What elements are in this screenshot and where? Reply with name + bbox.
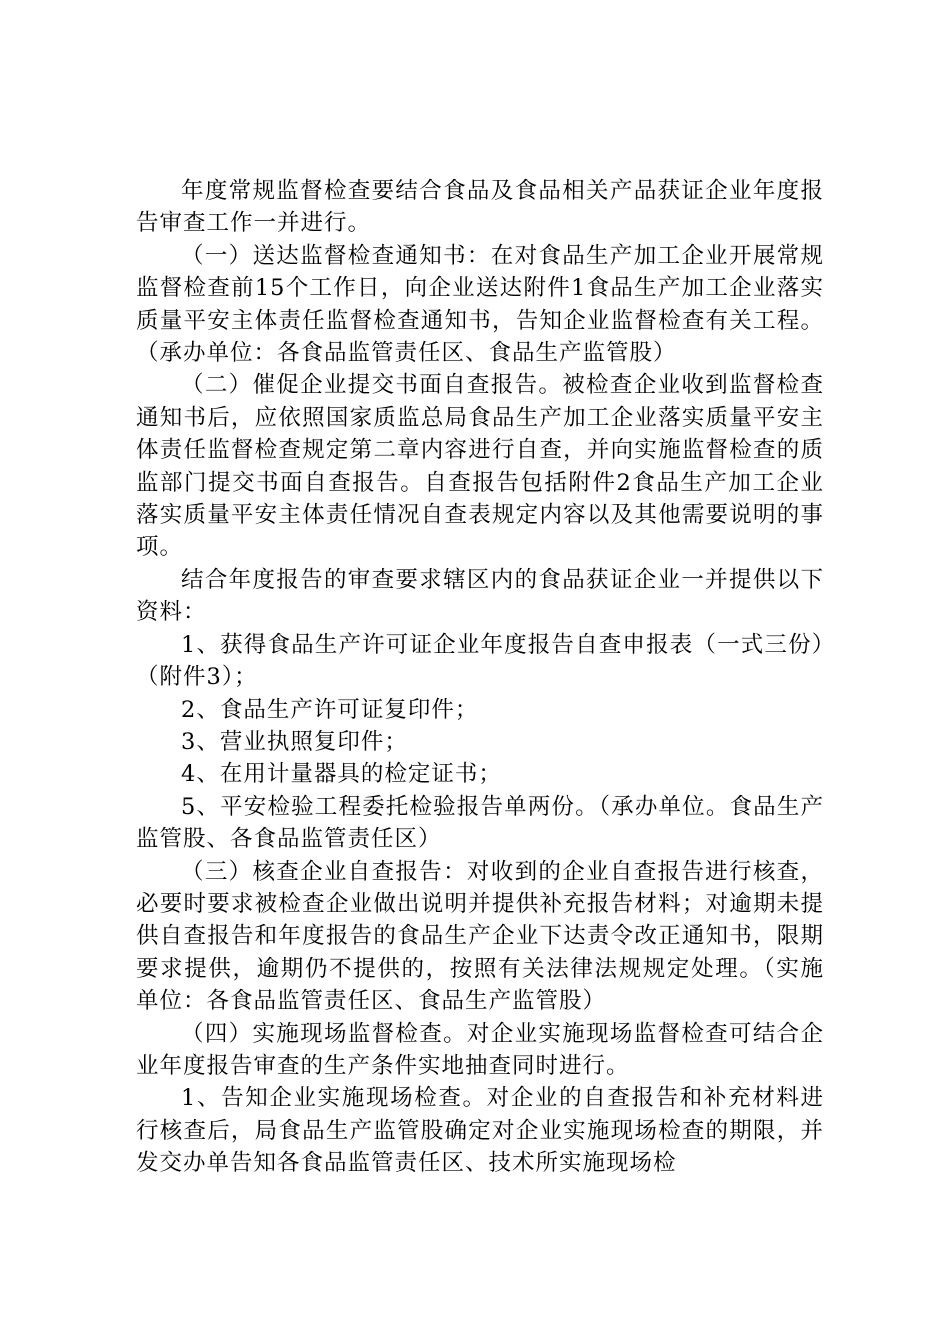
list-item: 5、平安检验工程委托检验报告单两份。（承办单位。食品生产监管股、各食品监管责任区）: [136, 793, 824, 853]
document-body: [136, 175, 824, 1180]
paragraph: （三）核查企业自查报告：对收到的企业自查报告进行核查，必要时要求被检查企业做出说明并提供补充报告材料；对逾期未提供自查报告和年度报告的食品生产企业下达责令改正通知书，限期要求提供，逾期仍不提供的，按照有关法律法规规定处理。（实施单位：各食品监管责任区、食品生产监管股）: [136, 858, 824, 1015]
list-item: 4、在用计量器具的检定证书；: [181, 761, 502, 788]
paragraph: （二）催促企业提交书面自查报告。被检查企业收到监督检查通知书后，应依照国家质监总局食品生产加工企业落实质量平安主体责任监督检查规定第二章内容进行自查，并向实施监督检查的质监部门提交书面自查报告。自查报告包括附件2食品生产加工企业落实质量平安主体责任情况自查表规定内容以及其他需要说明的事项。: [136, 372, 824, 561]
list-item: 1、获得食品生产许可证企业年度报告自查申报表（一式三份）（附件3）；: [136, 631, 824, 691]
paragraph: （四）实施现场监督检查。对企业实施现场监督检查可结合企业年度报告审查的生产条件实地抽查同时进行。: [136, 1020, 824, 1079]
list-item: 3、营业执照复印件；: [181, 728, 408, 755]
list-item: 2、食品生产许可证复印件；: [181, 696, 479, 723]
paragraph: 年度常规监督检查要结合食品及食品相关产品获证企业年度报告审查工作一并进行。: [136, 178, 824, 237]
paragraph: 结合年度报告的审查要求辖区内的食品获证企业一并提供以下资料：: [136, 566, 824, 626]
list-item: 1、告知企业实施现场检查。对企业的自查报告和补充材料进行核查后，局食品生产监管股确定对企业实施现场检查的期限，并发交办单告知各食品监管责任区、技术所实施现场检: [136, 1085, 824, 1177]
paragraph: （一）送达监督检查通知书：在对食品生产加工企业开展常规监督检查前15个工作日，向企业送达附件1食品生产加工企业落实质量平安主体责任监督检查通知书，告知企业监督检查有关工程。（承办单位：各食品监管责任区、食品生产监管股）: [136, 242, 824, 367]
